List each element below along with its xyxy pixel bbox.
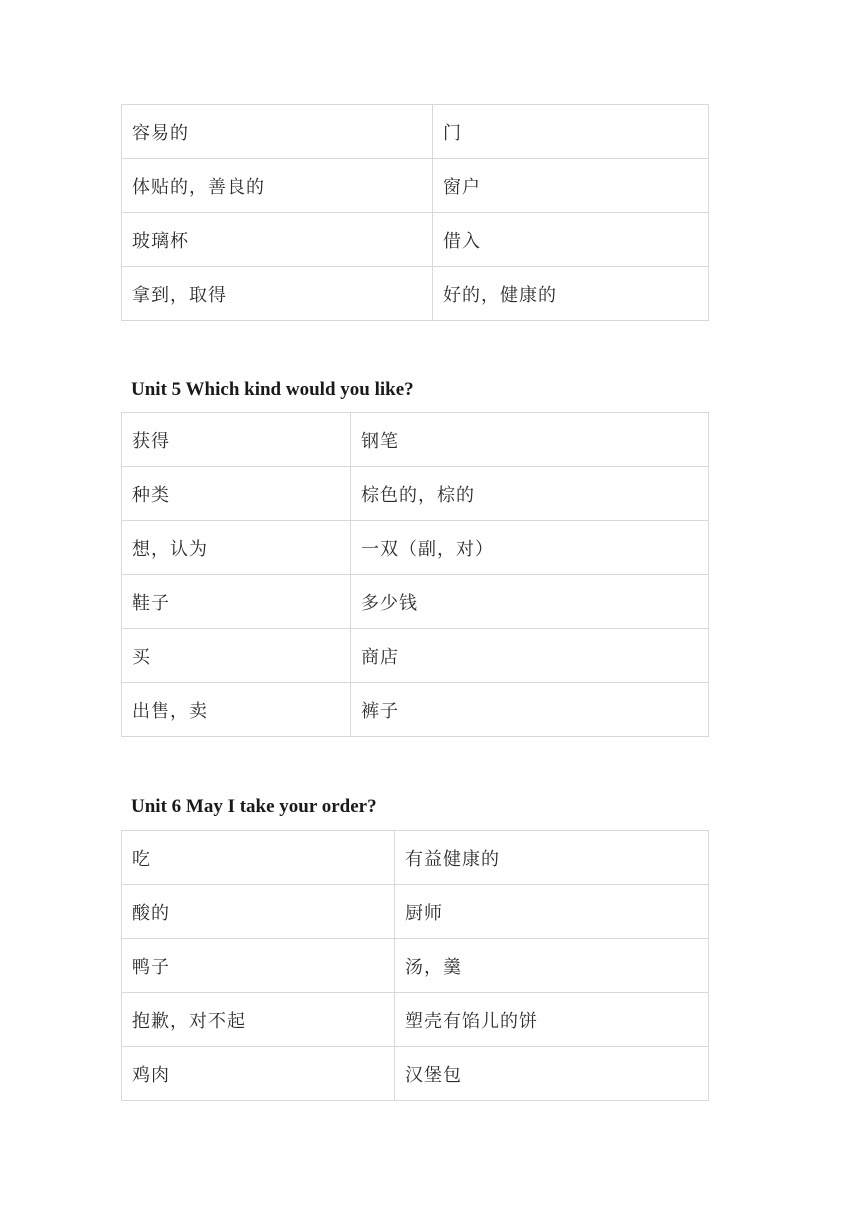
table-row — [122, 413, 709, 467]
table-row — [122, 885, 709, 939]
table-row — [122, 683, 709, 737]
table-cell: 塑壳有馅儿的饼 — [395, 993, 709, 1047]
table-cell: 钢笔 — [351, 413, 709, 467]
table-row — [122, 831, 709, 885]
table-cell: 窗户 — [433, 159, 709, 213]
table-row — [122, 213, 709, 267]
table-cell: 容易的 — [122, 105, 433, 159]
table-cell: 一双（副，对） — [351, 521, 709, 575]
table-cell: 想，认为 — [122, 521, 351, 575]
vocab-table-continued — [121, 104, 709, 321]
table-cell: 获得 — [122, 413, 351, 467]
table-cell: 酸的 — [122, 885, 395, 939]
table-cell: 鸭子 — [122, 939, 395, 993]
table-cell: 好的，健康的 — [433, 267, 709, 321]
table-cell: 商店 — [351, 629, 709, 683]
unit-5-heading: Unit 5 Which kind would you like? — [131, 379, 414, 400]
table-cell: 鸡肉 — [122, 1047, 395, 1101]
table-row — [122, 629, 709, 683]
table-cell: 多少钱 — [351, 575, 709, 629]
table-cell: 棕色的，棕的 — [351, 467, 709, 521]
table-cell: 体贴的，善良的 — [122, 159, 433, 213]
table-cell: 汉堡包 — [395, 1047, 709, 1101]
table-cell: 玻璃杯 — [122, 213, 433, 267]
table-row — [122, 105, 709, 159]
table-cell: 鞋子 — [122, 575, 351, 629]
table-row — [122, 993, 709, 1047]
table-row — [122, 575, 709, 629]
unit-6-heading: Unit 6 May I take your order? — [131, 796, 377, 817]
table-cell: 厨师 — [395, 885, 709, 939]
table-cell: 出售，卖 — [122, 683, 351, 737]
table-row — [122, 521, 709, 575]
table-cell: 种类 — [122, 467, 351, 521]
table-cell: 拿到，取得 — [122, 267, 433, 321]
table-cell: 裤子 — [351, 683, 709, 737]
table-cell: 抱歉，对不起 — [122, 993, 395, 1047]
table-cell: 汤，羹 — [395, 939, 709, 993]
table-row — [122, 159, 709, 213]
table-cell: 有益健康的 — [395, 831, 709, 885]
table-cell: 吃 — [122, 831, 395, 885]
table-cell: 买 — [122, 629, 351, 683]
table-row — [122, 267, 709, 321]
table-row — [122, 467, 709, 521]
table-row — [122, 1047, 709, 1101]
table-row — [122, 939, 709, 993]
vocab-table-unit-6 — [121, 830, 709, 1101]
vocab-table-unit-5 — [121, 412, 709, 737]
table-cell: 借入 — [433, 213, 709, 267]
table-cell: 门 — [433, 105, 709, 159]
